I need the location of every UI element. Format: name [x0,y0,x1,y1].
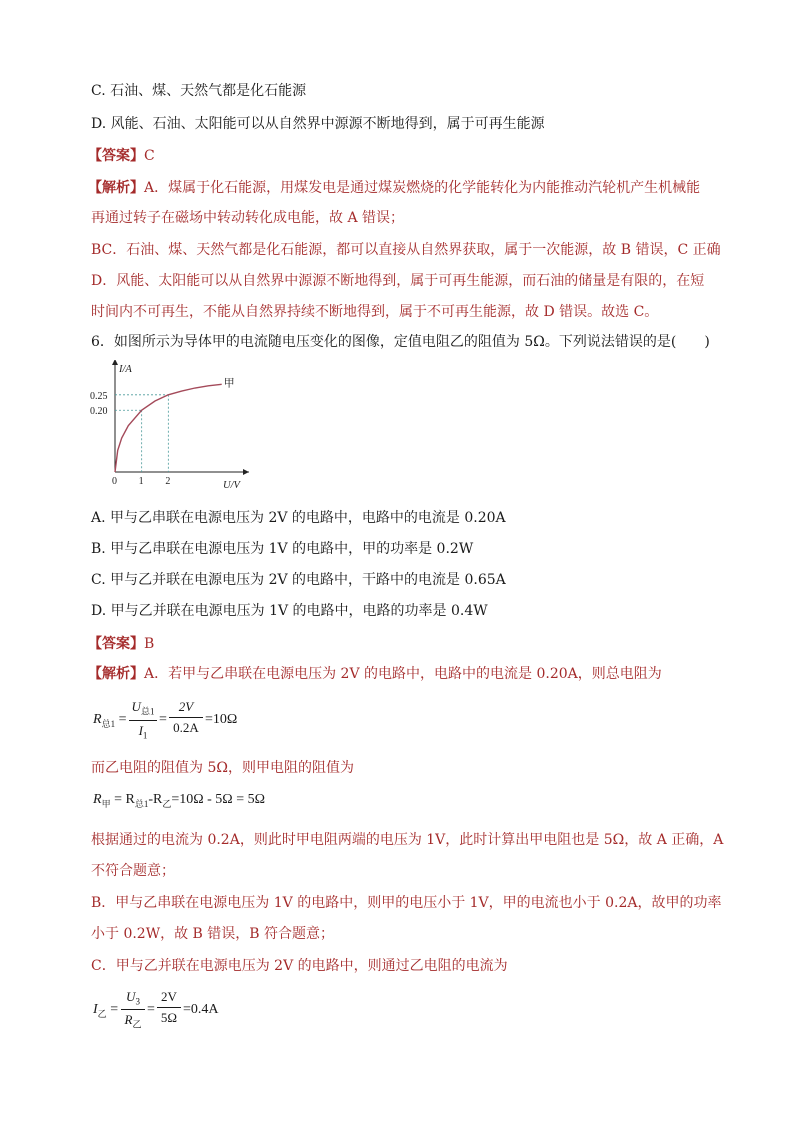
current-voltage-chart [88,360,258,502]
option-b: B. 甲与乙串联在电源电压为 1V 的电路中，甲的功率是 0.2W [91,541,474,557]
analysis-5-line3: BC．石油、煤、天然气都是化石能源，都可以直接从自然界获取，属于一次能源，故 B 错误，C 正确 [91,242,721,258]
x-axis-arrow [243,469,249,475]
option-c-prev: C. 石油、煤、天然气都是化石能源 [91,83,307,99]
eq3-rhs: =0.4A [183,1002,219,1017]
analysis-text: A．煤属于化石能源，用煤发电是通过煤炭燃烧的化学能转化为内能推动汽轮机产生机械能 [144,180,701,196]
option-d-prev: D. 风能、石油、太阳能可以从自然界中源源不断地得到，属于可再生能源 [91,116,545,132]
analysis-text: A．若甲与乙串联在电源电压为 2V 的电路中，电路中的电流是 0.20A，则总电阻为 [144,666,662,682]
y-tick-label: 0.20 [90,406,108,418]
analysis-6-line4: 不符合题意； [91,863,175,879]
eq1-lhs: $R_{总1}$ = [93,712,127,729]
equation-1: $R_{总1}$ = $U_{总1}$ $I_1$ = 2V 0.2A =10Ω [93,699,238,741]
analysis-6-line6: 小于 0.2W，故 B 错误，B 符合题意； [91,926,335,942]
equation-3: $I_乙$ = $U_3$ $R_乙$ = 2V 5Ω =0.4A [93,989,219,1030]
answer-value: B [144,636,155,652]
x-tick-label: 2 [165,476,171,487]
analysis-5-line1 [88,178,700,198]
y-axis-arrow [112,360,118,365]
y-axis-label: I/A [119,364,132,375]
answer-label: 【答案】 [88,636,144,652]
option-a: A. 甲与乙串联在电源电压为 2V 的电路中，电路中的电流是 0.20A [91,510,506,526]
analysis-label: 【解析】 [88,666,144,682]
option-c: C. 甲与乙并联在电源电压为 2V 的电路中，干路中的电流是 0.65A [91,572,506,588]
analysis-6-line2: 而乙电阻的阻值为 5Ω，则甲电阻的阻值为 [91,760,354,776]
x-tick-label: 0 [112,476,117,487]
equation-2: $R_甲 = R_{总1}-R_乙=10\Omega - 5\Omega = 5\Omega$ [93,792,266,809]
analysis-label: 【解析】 [88,180,144,196]
x-axis-label: U/V [223,480,240,491]
analysis-6-line7: C．甲与乙并联在电源电压为 2V 的电路中，则通过乙电阻的电流为 [91,958,508,974]
analysis-5-line5: 时间内不可再生，不能从自然界持续不断地得到，属于不可再生能源，故 D 错误。故选 C。 [91,304,659,320]
analysis-6-line5: B．甲与乙串联在电源电压为 1V 的电路中，则甲的电压小于 1V，甲的电流也小于 0.2A，故甲的功率 [91,895,722,911]
eq1-frac1: $U_{总1}$ $I_1$ [129,699,157,740]
eq1-rhs: =10Ω [205,712,238,727]
answer-5 [88,146,155,166]
x-tick-label: 1 [138,476,144,487]
analysis-5-line2: 再通过转子在磁场中转动转化成电能，故 A 错误； [91,210,405,226]
answer-value: C [144,148,155,164]
series-label: 甲 [223,376,235,390]
analysis-6-line1 [88,664,662,684]
analysis-6-line3: 根据通过的电流为 0.2A，则此时甲电阻两端的电压为 1V，此时计算出甲电阻也是 5Ω，故 A 正确，A [91,832,724,848]
y-tick-label: 0.25 [90,390,108,402]
question-6-stem: 6．如图所示为导体甲的电流随电压变化的图像，定值电阻乙的阻值为 5Ω。下列说法错误的是( ) [91,334,710,350]
eq3-frac1: $U_3$ $R_乙$ [121,989,145,1030]
eq1-frac2: 2V 0.2A [169,699,203,736]
eq3-frac2: 2V 5Ω [157,989,181,1026]
answer-6 [88,634,154,654]
option-d: D. 甲与乙并联在电源电压为 1V 的电路中，电路的功率是 0.4W [91,603,488,619]
analysis-5-line4: D．风能、太阳能可以从自然界中源源不断地得到，属于可再生能源，而石油的储量是有限的，在短 [91,273,705,289]
answer-label: 【答案】 [88,148,144,164]
